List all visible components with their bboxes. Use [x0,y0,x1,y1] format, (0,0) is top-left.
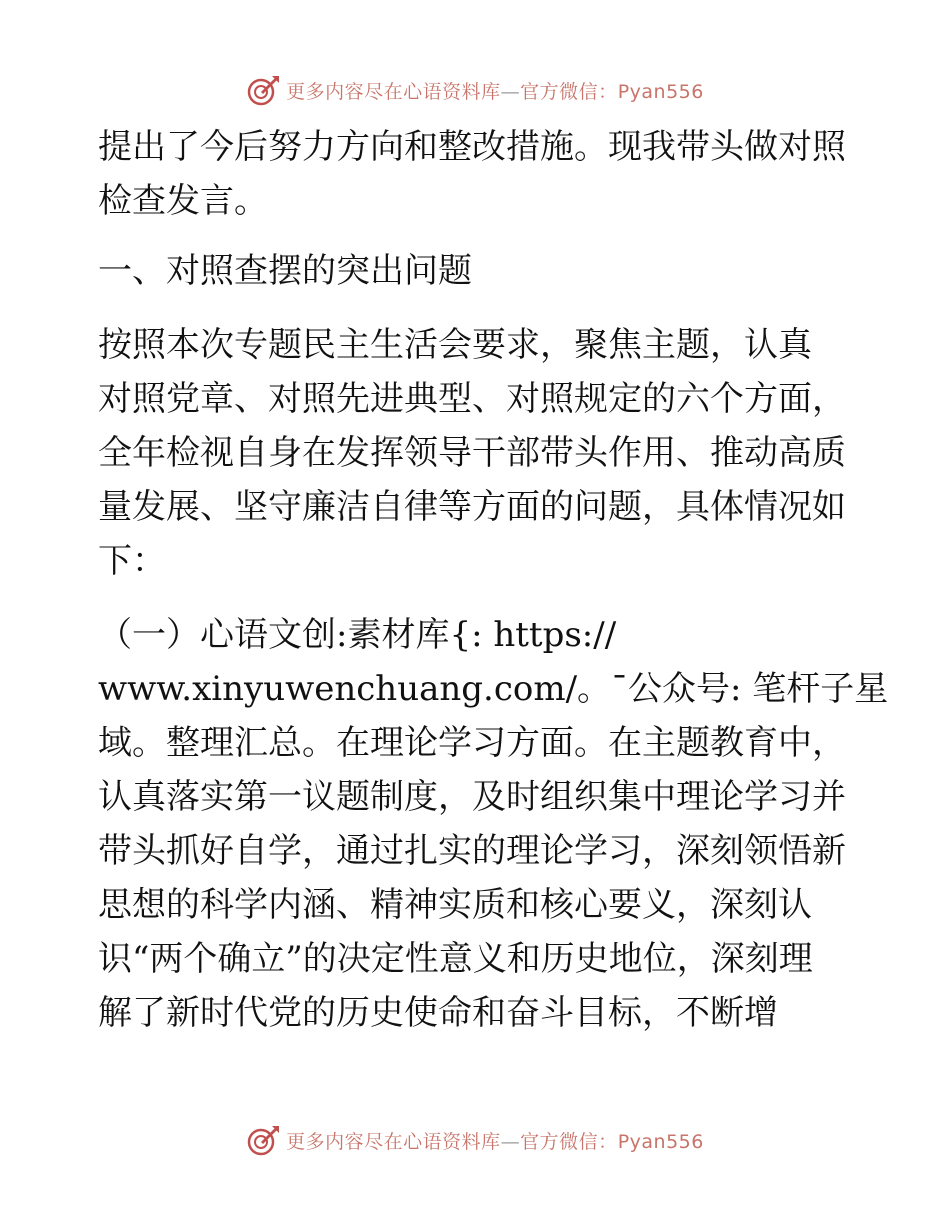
text-line: 带头抓好自学，通过扎实的理论学习，深刻领悟新 [98,831,846,871]
header-banner-text: 更多内容尽在心语资料库—官方微信：Pyan556 [286,80,704,103]
text-line: 认真落实第一议题制度，及时组织集中理论学习并 [98,777,846,817]
text-line: 检查发言。 [98,181,268,221]
footer-banner-text: 更多内容尽在心语资料库—官方微信：Pyan556 [286,1130,704,1153]
text-line: 对照党章、对照先进典型、对照规定的六个方面， [98,379,846,419]
section-heading: 一、对照查摆的突出问题 [98,251,472,291]
text-line: （一）心语文创:素材库{: https:// [98,615,617,655]
footer-watermark-banner [0,1120,950,1160]
paragraph-overview [98,318,858,588]
pen-nib-logo-icon [246,1123,280,1157]
paragraph-theory-study [98,608,889,1040]
paragraph-intro [98,120,858,228]
text-line: 识“两个确立”的决定性意义和历史地位，深刻理 [98,939,813,979]
text-line: 按照本次专题民主生活会要求，聚焦主题，认真 [98,325,812,365]
text-line: 下： [98,541,166,581]
document-body [98,120,889,1040]
text-line: 量发展、坚守廉洁自律等方面的问题，具体情况如 [98,487,846,527]
header-watermark-banner [0,70,950,110]
text-line: 解了新时代党的历史使命和奋斗目标，不断增 [98,993,778,1033]
text-line: 提出了今后努力方向和整改措施。现我带头做对照 [98,127,846,167]
text-line: 全年检视自身在发挥领导干部带头作用、推动高质 [98,433,846,473]
text-line: www.xinyuwenchuang.com/。¯公众号: 笔杆子星 [98,669,889,709]
text-line: 域。整理汇总。在理论学习方面。在主题教育中， [98,723,846,763]
pen-nib-logo-icon [246,73,280,107]
text-line: 思想的科学内涵、精神实质和核心要义，深刻认 [98,885,812,925]
